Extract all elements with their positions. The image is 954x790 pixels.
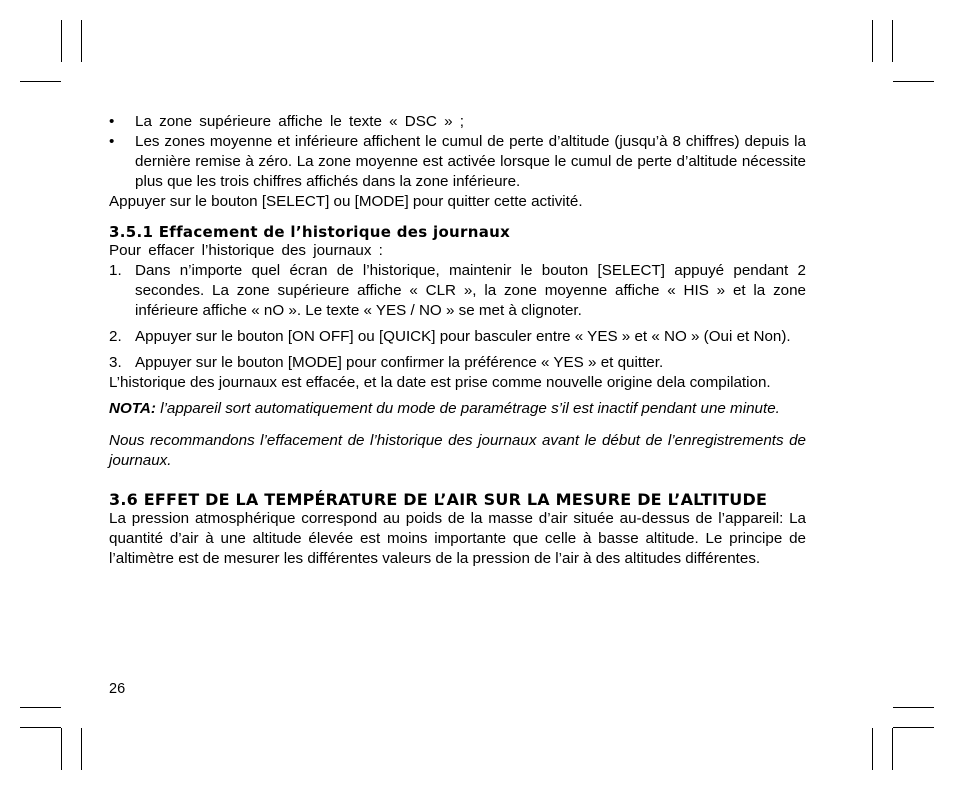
step-number: 3. <box>109 354 122 371</box>
crop-mark-bl-v1 <box>61 728 62 770</box>
crop-mark-br-v1 <box>872 728 873 770</box>
step-number: 1. <box>109 262 122 279</box>
crop-mark-tr-h <box>893 81 934 82</box>
exit-text: Appuyer sur le bouton [SELECT] ou [MODE] pour quitter cette activité. <box>109 193 583 210</box>
section-heading-3-6: 3.6 EFFET DE LA TEMPÉRATURE DE L’AIR SUR LA MESURE DE L’ALTITUDE <box>109 490 768 509</box>
bullet-text: Les zones moyenne et inférieure affichent le cumul de perte d’altitude (jusqu’à 8 chiffres) depuis la dernière remise à zéro. La zone moyenne est activée lorsque le cumul de perte d’altitude nécessite plus que les trois chiffres affichés dans la zone inférieure. <box>135 133 806 190</box>
step-number: 2. <box>109 328 122 345</box>
crop-mark-bl-h <box>20 707 61 708</box>
recommendation-text: Nous recommandons l’effacement de l’historique des journaux avant le début de l’enregistrements de journaux. <box>109 432 806 469</box>
crop-mark-tr-v2 <box>892 20 893 62</box>
crop-mark-bl-h2 <box>20 727 61 728</box>
crop-mark-br-v2 <box>892 728 893 770</box>
note-paragraph <box>109 399 806 419</box>
crop-mark-tr-v1 <box>872 20 873 62</box>
step-text: Dans n’importe quel écran de l’historique, maintenir le bouton [SELECT] appuyé pendant 2 secondes. La zone supérieure affiche « CLR », la zone moyenne affiche « HIS » et la zone inférieure affiche « nO ». Le texte « YES / NO » se met à clignoter. <box>135 262 806 319</box>
crop-mark-tl-h <box>20 81 61 82</box>
page-content <box>109 112 806 569</box>
crop-mark-br-h <box>893 707 934 708</box>
crop-mark-tl-v1 <box>61 20 62 62</box>
section-body: La pression atmosphérique correspond au poids de la masse d’air située au-dessus de l’appareil: La quantité d’air à une altitude élevée est moins importante que celle à basse altitude. Le principe de l’altimètre est de mesurer les différentes valeurs de la pression de l’air à des altitudes différentes. <box>109 510 806 567</box>
step-text: Appuyer sur le bouton [MODE] pour confirmer la préférence « YES » et quitter. <box>135 354 664 371</box>
numbered-step <box>109 261 806 321</box>
note-label: NOTA: <box>109 400 156 417</box>
bullet-marker: • <box>109 113 115 130</box>
section-heading-3-5-1: 3.5.1 Effacement de l’historique des journaux <box>109 223 511 241</box>
crop-mark-bl-v2 <box>81 728 82 770</box>
step-text: Appuyer sur le bouton [ON OFF] ou [QUICK] pour basculer entre « YES » et « NO » (Oui et Non). <box>135 328 791 345</box>
crop-mark-tl-v2 <box>81 20 82 62</box>
numbered-step <box>109 327 806 347</box>
bullet-marker: • <box>109 133 115 150</box>
section-intro: Pour effacer l’historique des journaux : <box>109 242 383 259</box>
result-text: L’historique des journaux est effacée, et la date est prise comme nouvelle origine dela compilation. <box>109 374 771 391</box>
crop-mark-br-h2 <box>893 727 934 728</box>
bullet-item <box>109 112 806 132</box>
bullet-text: La zone supérieure affiche le texte « DSC » ; <box>135 113 464 130</box>
bullet-item <box>109 132 806 192</box>
page-number: 26 <box>109 681 126 697</box>
numbered-step <box>109 353 806 373</box>
note-text: l’appareil sort automatiquement du mode de paramétrage s’il est inactif pendant une minute. <box>155 400 780 417</box>
